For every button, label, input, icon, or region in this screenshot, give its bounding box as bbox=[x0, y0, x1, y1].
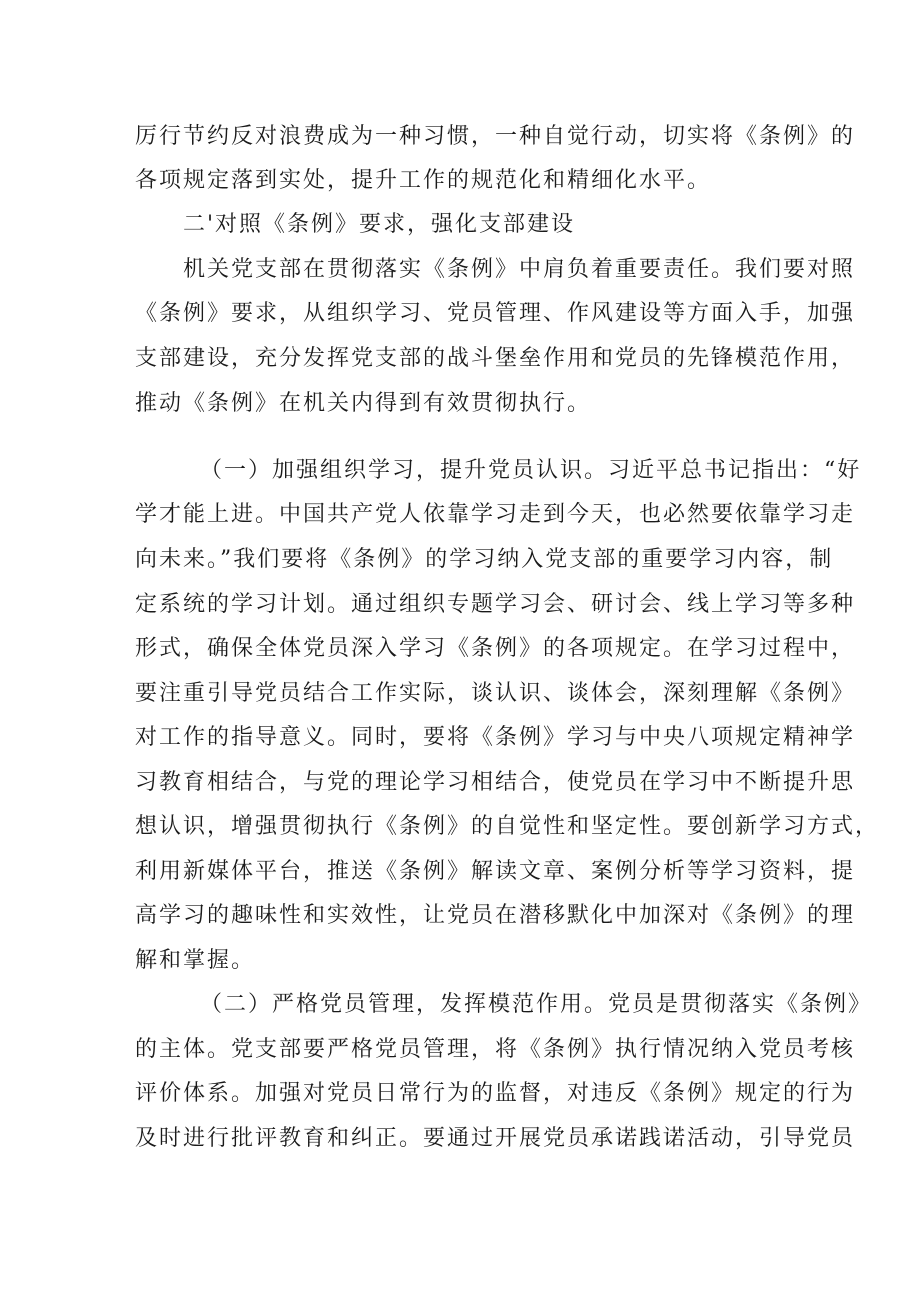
body-text-line: 对工作的指导意义。同时，要将《条例》学习与中央八项规定精神学 bbox=[135, 725, 856, 750]
body-text-line: 评价体系。加强对党员日常行为的监督，对违反《条例》规定的行为 bbox=[135, 1081, 856, 1106]
body-text-line: 《条例》要求，从组织学习、党员管理、作风建设等方面入手，加强 bbox=[135, 301, 856, 326]
body-text-line: 厉行节约反对浪费成为一种习惯，一种自觉行动，切实将《条例》的 bbox=[135, 124, 856, 149]
section-heading: 二'对照《条例》要求，强化支部建设 bbox=[183, 212, 576, 237]
body-text-line: 解和掌握。 bbox=[135, 948, 256, 973]
body-text-line: 定系统的学习计划。通过组织专题学习会、研讨会、线上学习等多种 bbox=[135, 592, 856, 617]
body-text-line: 学才能上进。中国共产党人依靠学习走到今天，也必然要依靠学习走 bbox=[135, 502, 856, 527]
body-text-line: 形式，确保全体党员深入学习《条例》的各项规定。在学习过程中， bbox=[135, 636, 856, 661]
body-text-line: 的主体。党支部要严格党员管理，将《条例》执行情况纳入党员考核 bbox=[135, 1037, 856, 1062]
body-text-line: 各项规定落到实处，提升工作的规范化和精细化水平。 bbox=[135, 168, 712, 193]
body-text-line: 习教育相结合，与党的理论学习相结合，使党员在学习中不断提升思 bbox=[135, 770, 856, 795]
body-text-line: 支部建设，充分发挥党支部的战斗堡垒作用和党员的先锋模范作用， bbox=[135, 346, 856, 371]
body-text-line: 要注重引导党员结合工作实际，谈认识、谈体会，深刻理解《条例》 bbox=[135, 681, 856, 706]
body-text-line: 向未来。”我们要将《条例》的学习纳入党支部的重要学习内容，制 bbox=[135, 547, 834, 572]
body-text-line: 高学习的趣味性和实效性，让党员在潜移默化中加深对《条例》的理 bbox=[135, 903, 856, 928]
body-text-line: 机关党支部在贯彻落实《条例》中肩负着重要责任。我们要对照 bbox=[183, 257, 856, 282]
body-text-line: 利用新媒体平台，推送《条例》解读文章、案例分析等学习资料，提 bbox=[135, 859, 856, 884]
body-text-line: 想认识，增强贯彻执行《条例》的自觉性和坚定性。要创新学习方式， bbox=[135, 814, 880, 839]
body-text-line: 推动《条例》在机关内得到有效贯彻执行。 bbox=[135, 391, 592, 416]
body-text-line: 及时进行批评教育和纠正。要通过开展党员承诺践诺活动，引导党员 bbox=[135, 1126, 856, 1151]
subsection-heading: （一）加强组织学习，提升党员认识。习近平总书记指出：“好 bbox=[200, 458, 862, 483]
subsection-heading: （二）严格党员管理，发挥模范作用。党员是贯彻落实《条例》 bbox=[200, 992, 873, 1017]
